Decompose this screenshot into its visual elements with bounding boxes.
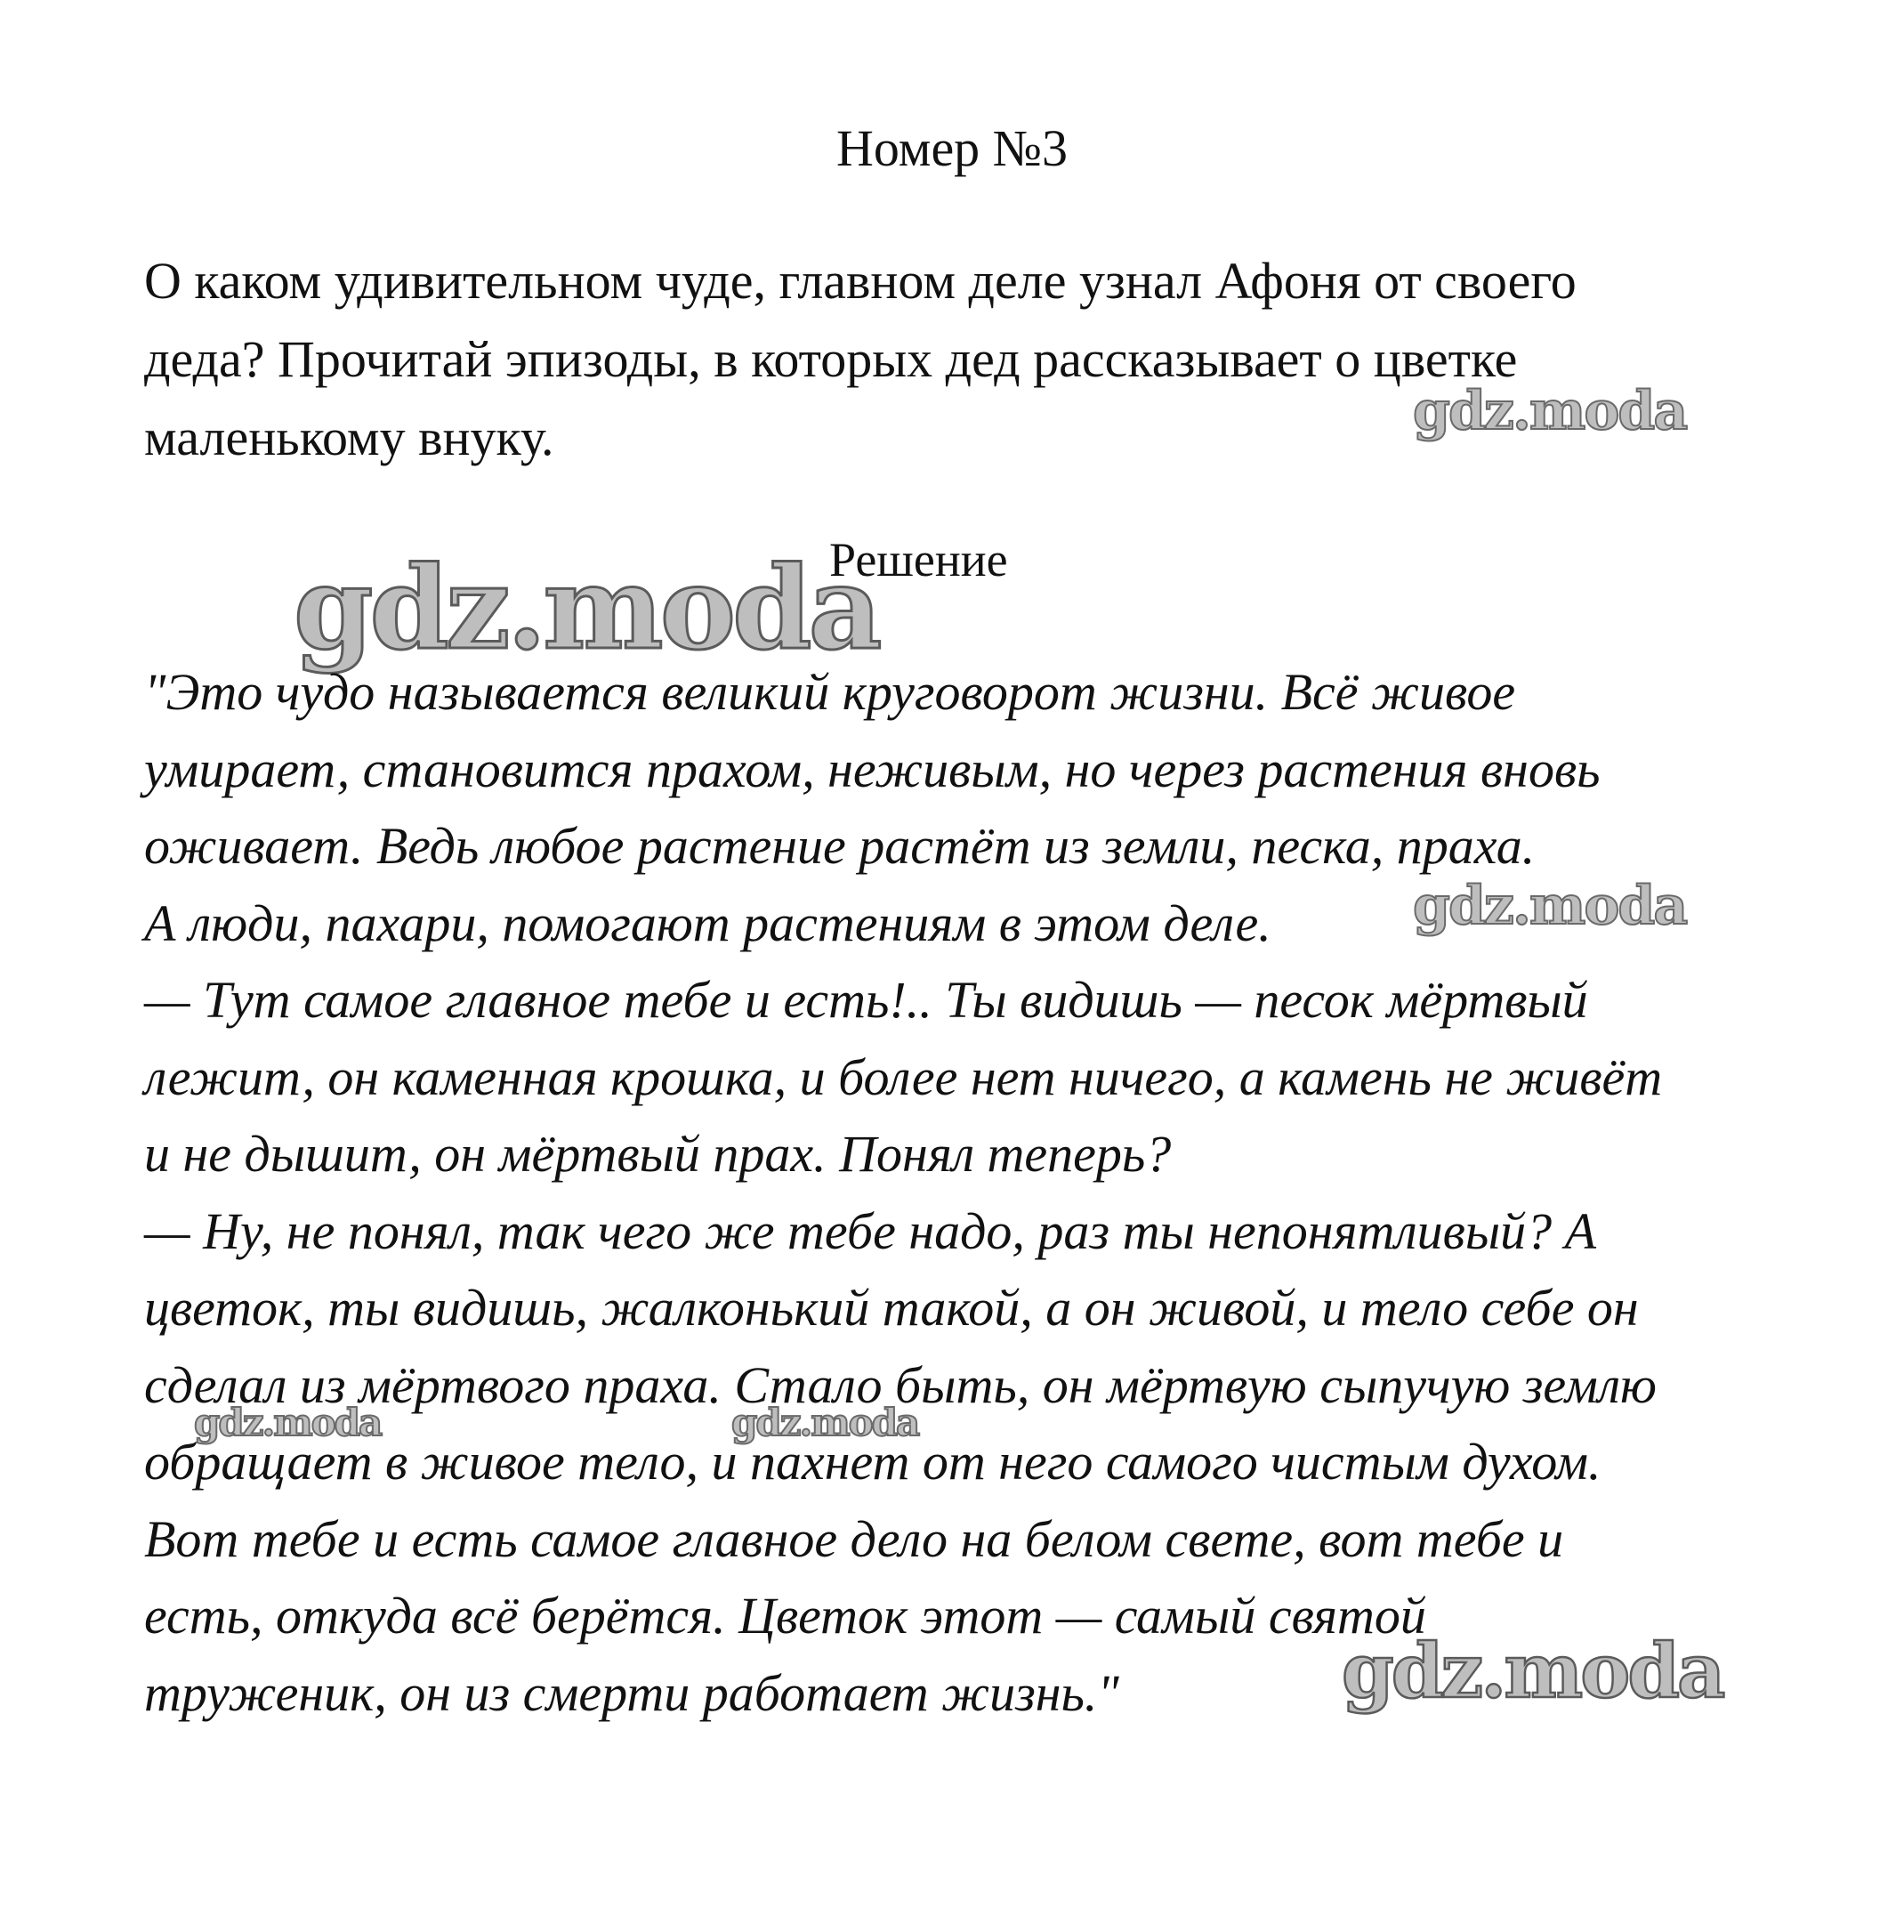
watermark-logo: gdz.moda bbox=[1342, 1627, 1723, 1715]
answer-line: оживает. Ведь любое растение растёт из земли, песка, праха. bbox=[144, 817, 1536, 875]
watermark-logo: gdz.moda bbox=[1413, 875, 1687, 937]
answer-line: есть, откуда всё берётся. Цветок этот — самый святой bbox=[144, 1587, 1426, 1645]
answer-line: и не дышит, он мёртвый прах. Понял теперь? bbox=[144, 1125, 1172, 1183]
answer-line: сделал из мёртвого праха. Стало быть, он мёртвую сыпучую землю bbox=[144, 1355, 1657, 1414]
answer-line: "Это чудо называется великий круговорот жизни. Всё живое bbox=[144, 663, 1516, 721]
answer-line: — Ну, не понял, так чего же тебе надо, раз ты непонятливый? А bbox=[144, 1201, 1597, 1260]
solution-heading: Решение bbox=[829, 533, 1008, 586]
answer-line: — Тут самое главное тебе и есть!.. Ты видишь — песок мёртвый bbox=[144, 971, 1588, 1029]
answer-line: обращает в живое тело, и пахнет от него самого чистым духом. bbox=[144, 1433, 1601, 1491]
question-line: деда? Прочитай эпизоды, в которых дед рассказывает о цветке bbox=[144, 330, 1518, 388]
watermark-logo: gdz.moda bbox=[731, 1401, 919, 1444]
question-line: маленькому внуку. bbox=[144, 408, 554, 466]
answer-line: умирает, становится прахом, неживым, но через растения вновь bbox=[144, 740, 1601, 798]
answer-line: труженик, он из смерти работает жизнь." bbox=[144, 1663, 1119, 1722]
answer-line: цветок, ты видишь, жалконький такой, а он живой, и тело себе он bbox=[144, 1279, 1639, 1337]
answer-line: А люди, пахари, помогают растениям в этом деле. bbox=[144, 893, 1271, 952]
page-title: Номер №3 bbox=[835, 119, 1069, 177]
question-line: О каком удивительном чуде, главном деле узнал Афоня от своего bbox=[144, 252, 1577, 310]
answer-line: лежит, он каменная крошка, и более нет ничего, а камень не живёт bbox=[144, 1047, 1663, 1106]
watermark-logo: gdz.moda bbox=[294, 542, 879, 675]
watermark-logo: gdz.moda bbox=[1413, 380, 1687, 442]
watermark-logo: gdz.moda bbox=[194, 1401, 382, 1444]
answer-text bbox=[144, 654, 1746, 1732]
answer-line: Вот тебе и есть самое главное дело на белом свете, вот тебе и bbox=[144, 1509, 1564, 1568]
